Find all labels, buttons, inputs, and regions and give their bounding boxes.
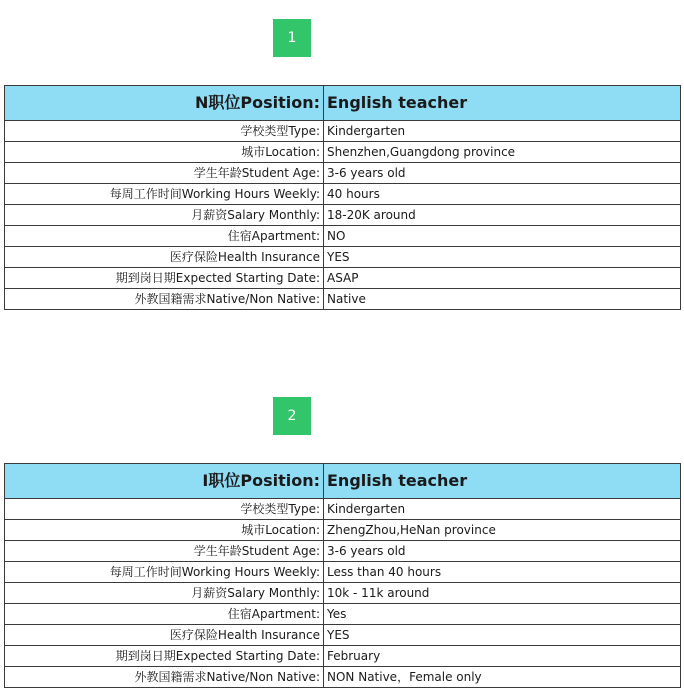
row-value: 10k - 11k around	[324, 583, 681, 604]
table-row	[5, 562, 681, 583]
row-label: 月薪资Salary Monthly:	[5, 205, 324, 226]
row-value: Native	[324, 289, 681, 310]
row-label: 期到岗日期Expected Starting Date:	[5, 646, 324, 667]
job-number-badge: 1	[273, 19, 311, 57]
table-row	[5, 541, 681, 562]
row-label: 学生年龄Student Age:	[5, 541, 324, 562]
row-value: 40 hours	[324, 184, 681, 205]
row-label: 外教国籍需求Native/Non Native:	[5, 289, 324, 310]
table-header-row	[5, 86, 681, 121]
table-row	[5, 583, 681, 604]
table-row	[5, 667, 681, 688]
table-row	[5, 226, 681, 247]
row-value: ZhengZhou,HeNan province	[324, 520, 681, 541]
table-row	[5, 520, 681, 541]
row-value: ASAP	[324, 268, 681, 289]
row-label: 城市Location:	[5, 142, 324, 163]
row-label: 每周工作时间Working Hours Weekly:	[5, 184, 324, 205]
row-value: Shenzhen,Guangdong province	[324, 142, 681, 163]
row-label: 外教国籍需求Native/Non Native:	[5, 667, 324, 688]
job-table	[4, 463, 681, 688]
row-value: 3-6 years old	[324, 163, 681, 184]
row-label: 城市Location:	[5, 520, 324, 541]
position-label: N职位Position:	[5, 86, 324, 121]
row-label: 学生年龄Student Age:	[5, 163, 324, 184]
row-value: NON Native，Female only	[324, 667, 681, 688]
job-number-badge: 2	[273, 397, 311, 435]
table-row	[5, 247, 681, 268]
row-value: Kindergarten	[324, 121, 681, 142]
row-label: 月薪资Salary Monthly:	[5, 583, 324, 604]
row-value: 3-6 years old	[324, 541, 681, 562]
row-label: 住宿Apartment:	[5, 604, 324, 625]
position-value: English teacher	[324, 86, 681, 121]
table-header-row	[5, 464, 681, 499]
row-value: NO	[324, 226, 681, 247]
table-row	[5, 205, 681, 226]
table-row	[5, 646, 681, 667]
table-row	[5, 163, 681, 184]
position-value: English teacher	[324, 464, 681, 499]
row-value: Kindergarten	[324, 499, 681, 520]
row-label: 住宿Apartment:	[5, 226, 324, 247]
table-row	[5, 121, 681, 142]
table-row	[5, 142, 681, 163]
row-label: 期到岗日期Expected Starting Date:	[5, 268, 324, 289]
table-row	[5, 289, 681, 310]
row-label: 医疗保险Health Insurance	[5, 625, 324, 646]
table-row	[5, 625, 681, 646]
row-value: Yes	[324, 604, 681, 625]
table-row	[5, 604, 681, 625]
job-table	[4, 85, 681, 310]
row-value: February	[324, 646, 681, 667]
row-label: 学校类型Type:	[5, 499, 324, 520]
row-value: 18-20K around	[324, 205, 681, 226]
table-row	[5, 499, 681, 520]
row-label: 每周工作时间Working Hours Weekly:	[5, 562, 324, 583]
position-label: I职位Position:	[5, 464, 324, 499]
row-label: 学校类型Type:	[5, 121, 324, 142]
row-value: Less than 40 hours	[324, 562, 681, 583]
row-value: YES	[324, 625, 681, 646]
table-row	[5, 184, 681, 205]
row-label: 医疗保险Health Insurance	[5, 247, 324, 268]
table-row	[5, 268, 681, 289]
row-value: YES	[324, 247, 681, 268]
